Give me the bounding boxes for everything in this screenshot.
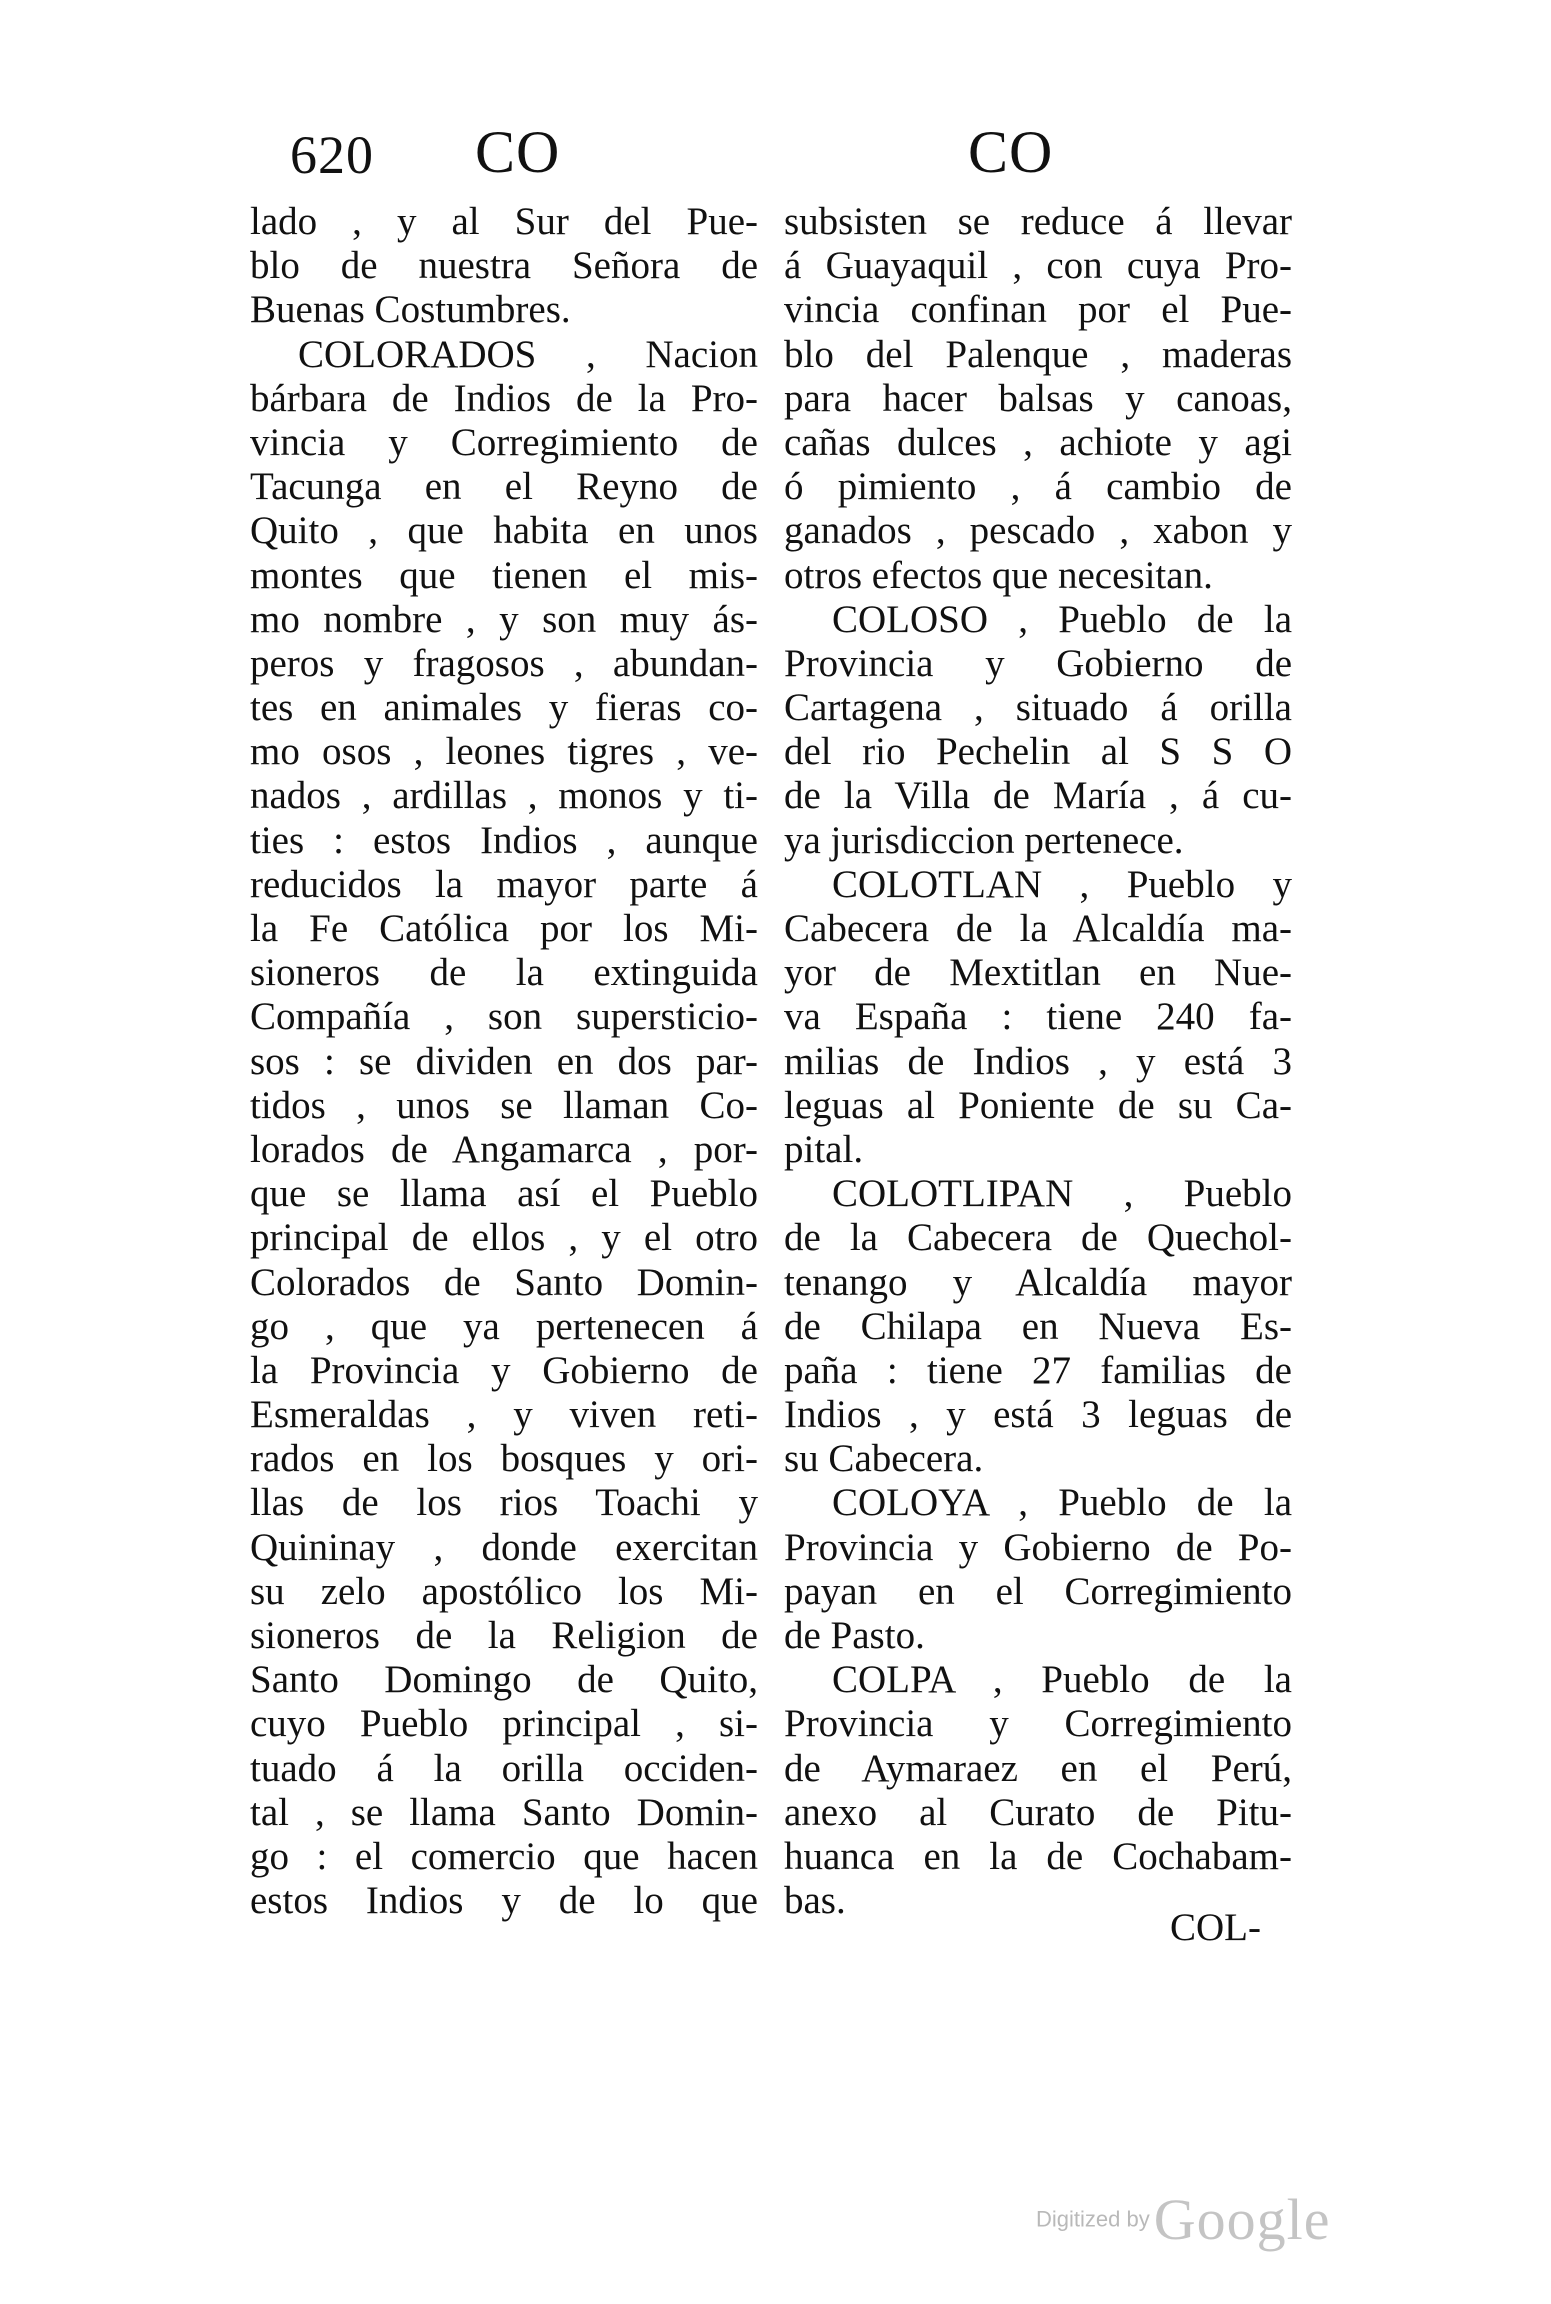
text-line: leguas al Poniente de su Ca- [784,1083,1292,1127]
entry-heading-line: COLORADOS , Nacion [298,332,758,376]
digitized-by-label: Digitized by [1036,2206,1150,2232]
text-line: la Provincia y Gobierno de [250,1348,758,1392]
entry-coloya [784,1481,1292,1658]
text-line: paña : tiene 27 familias de [784,1348,1292,1392]
text-line: de Chilapa en Nueva Es- [784,1304,1292,1348]
text-line: mo osos , leones tigres , ve- [250,730,758,774]
text-line: lorados de Angamarca , por- [250,1127,758,1171]
text-line: montes que tienen el mis- [250,553,758,597]
text-line: go : el comercio que hacen [250,1834,758,1878]
text-line: su Cabecera. [784,1437,984,1481]
entry-colpa [784,1658,1292,1923]
text-line: ya jurisdiccion pertenece. [784,818,1184,862]
text-line: Cartagena , situado á orilla [784,686,1292,730]
text-line: vincia confinan por el Pue- [784,288,1292,332]
text-line: nados , ardillas , monos y ti- [250,774,758,818]
text-line: sioneros de la extinguida [250,951,758,995]
text-line: huanca en la de Cochabam- [784,1834,1292,1878]
text-line: para hacer balsas y canoas, [784,376,1292,420]
text-line: reducidos la mayor parte á [250,862,758,906]
entry-colorados [250,333,758,1924]
text-line: cañas dulces , achiote y agi [784,420,1292,464]
text-line: Provincia y Gobierno de Po- [784,1525,1292,1569]
text-line: estos Indios y de lo que [250,1879,758,1923]
text-line: de la Villa de María , á cu- [784,774,1292,818]
text-line: de Pasto. [784,1614,925,1657]
text-line: ties : estos Indios , aunque [250,818,758,862]
text-line: Compañía , son supersticio- [250,995,758,1039]
text-line: tenango y Alcaldía mayor [784,1260,1292,1304]
right-running-head: CO [968,119,1054,185]
text-line: su zelo apostólico los Mi- [250,1569,758,1613]
text-line: Esmeraldas , y viven reti- [250,1393,758,1437]
google-logo: Google [1153,2187,1331,2252]
colorados-continuation [784,200,1292,598]
text-line: bárbara de Indios de la Pro- [250,376,758,420]
text-line: tes en animales y fieras co- [250,686,758,730]
text-line: blo del Palenque , maderas [784,332,1292,376]
entry-heading-line: COLOTLIPAN , Pueblo [832,1172,1292,1216]
text-line: tuado á la orilla occiden- [250,1746,758,1790]
text-line: de la Cabecera de Quechol- [784,1216,1292,1260]
text-line: lado , y al Sur del Pue- [250,200,758,243]
running-header [0,119,1551,202]
text-line: subsisten se reduce á llevar [784,200,1292,243]
text-line: yor de Mextitlan en Nue- [784,951,1292,995]
text-line: tal , se llama Santo Domin- [250,1790,758,1834]
text-line: sioneros de la Religion de [250,1614,758,1657]
text-line: peros y fragosos , abundan- [250,641,758,685]
text-line: Colorados de Santo Domin- [250,1260,758,1304]
entry-heading-line: COLOSO , Pueblo de la [832,597,1292,641]
entry-heading-line: COLPA , Pueblo de la [832,1658,1292,1702]
entry-colotlipan [784,1172,1292,1481]
text-line: Cabecera de la Alcaldía ma- [784,907,1292,950]
text-line: del rio Pechelin al S S O [784,730,1292,774]
left-running-head: CO [475,119,561,185]
text-line: de Aymaraez en el Perú, [784,1746,1292,1790]
text-line: Quininay , donde exercitan [250,1525,758,1569]
text-line: mo nombre , y son muy ás- [250,597,758,641]
text-line: anexo al Curato de Pitu- [784,1790,1292,1834]
digitized-by-google-watermark [1036,2186,1330,2253]
page-number: 620 [290,125,374,185]
catchword: COL- [1170,1906,1261,1949]
entry-heading-line: COLOYA , Pueblo de la [832,1481,1292,1525]
text-line: Provincia y Corregimiento [784,1702,1292,1746]
entry-colotlan [784,863,1292,1172]
text-line: Indios , y está 3 leguas de [784,1393,1292,1437]
text-line: Santo Domingo de Quito, [250,1658,758,1702]
text-line: bas. [784,1879,846,1923]
text-line: Provincia y Gobierno de [784,641,1292,685]
text-line: pital. [784,1127,864,1171]
entry-heading-line: COLOTLAN , Pueblo y [832,862,1292,906]
text-line: tidos , unos se llaman Co- [250,1083,758,1127]
continuation-paragraph [250,200,758,333]
text-line: la Fe Católica por los Mi- [250,907,758,950]
text-line: go , que ya pertenecen á [250,1304,758,1348]
text-line: ó pimiento , á cambio de [784,465,1292,509]
text-line: principal de ellos , y el otro [250,1216,758,1260]
text-line: Quito , que habita en unos [250,509,758,553]
text-line: payan en el Corregimiento [784,1569,1292,1613]
text-line: blo de nuestra Señora de [250,244,758,288]
right-column [784,200,1292,1923]
text-line: milias de Indios , y está 3 [784,1039,1292,1083]
text-line: vincia y Corregimiento de [250,420,758,464]
text-line: que se llama así el Pueblo [250,1172,758,1216]
text-line: va España : tiene 240 fa- [784,995,1292,1039]
text-line: Buenas Costumbres. [250,288,571,332]
text-line: sos : se dividen en dos par- [250,1039,758,1083]
entry-coloso [784,598,1292,863]
text-line: ganados , pescado , xabon y [784,509,1292,553]
text-line: llas de los rios Toachi y [250,1481,758,1525]
text-line: Tacunga en el Reyno de [250,465,758,509]
text-line: otros efectos que necesitan. [784,553,1213,597]
text-line: á Guayaquil , con cuya Pro- [784,244,1292,288]
text-line: cuyo Pueblo principal , si- [250,1702,758,1746]
left-column [250,200,758,1923]
text-line: rados en los bosques y ori- [250,1437,758,1481]
